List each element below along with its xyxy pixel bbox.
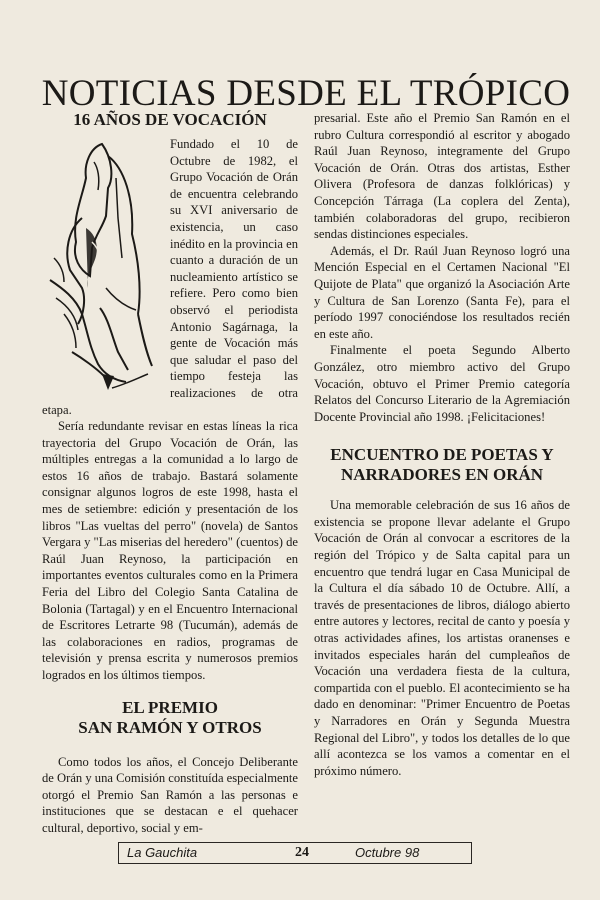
page-title: NOTICIAS DESDE EL TRÓPICO — [41, 72, 571, 114]
footer-bar — [118, 842, 472, 864]
article2-paragraph-1-continued: presarial. Este año el Premio San Ramón en el rubro Cultura correspondió al escritor y abogado Raúl Juan Reynoso, integramente del Grupo Vocación de Orán. Otras dos artistas, Esther Olivera (Profesora de danzas folklóricas) y Concepción Tárraga (La coplera del Zenta), también colaboradoras del grupo, recibieron sendas distinciones especiales. — [314, 111, 570, 242]
article2-paragraph-1: Como todos los años, el Concejo Deliberante de Orán y una Comisión constituída especialmente otorgó el Premio San Ramón a las personas e instituciones que se destacan e el quehacer cultural, deportivo, social y em- — [42, 754, 298, 835]
article1-heading: 16 AÑOS DE VOCACIÓN — [73, 110, 267, 129]
right-column — [314, 110, 570, 779]
article2-paragraph-3: Finalmente el poeta Segundo Alberto González, otro miembro activo del Grupo Vocación, obtuvo el Primer Premio categoría Relatos del Concurso Literario de la Agremiación Docente Provincial año 1998. ¡Felicitaciones! — [314, 343, 570, 424]
article1-paragraph-1: Fundado el 10 de Octubre de 1982, el Grupo Vocación de Orán de encuentra celebrando su XVI aniversario de existencia, un caso inédito en la provincia en cuanto a duración de un nucleamiento artístico se refiere. Pero como bien observó el periodista Antonio Sagárnaga, la gente de Vocación más que saludar el paso del tiempo festeja las realizaciones de otra etapa. — [42, 137, 298, 417]
left-column — [42, 110, 298, 871]
article3-heading-line2: NARRADORES EN ORÁN — [340, 465, 544, 485]
article2-heading-line1: EL PREMIO — [122, 697, 218, 717]
issue-date: Octubre 98 — [355, 845, 420, 860]
magazine-name: La Gauchita — [127, 845, 198, 860]
article3-paragraph-1: Una memorable celebración de sus 16 años de existencia se propone llevar adelante el Grupo Vocación de Orán al convocar a escritores de la región del Trópico y de Salta capital para un encuentro que tendrá lugar en Casa Municipal de la Cultura el día sábado 10 de Octubre. Allí, a través de presentaciones de libros, diálogo abierto entre autores y lectores, recital de canto y poesía y otras actividades afines, los artistas oranenses e invitados especiales harán del cumpleaños de Vocación una verdadera fiesta de la cultura, compartida con el pueblo. El acontecimiento se ha dado en denominar: "Primer Encuentro de Poetas y Narradores en Orán y Segunda Muestra Regional del Libro", y todos los detalles de lo que allí acontezca se los vamos a comentar en el próximo número. — [314, 498, 570, 778]
article2-paragraph-2: Además, el Dr. Raúl Juan Reynoso logró una Mención Especial en el Certamen Nacional "El Quijote de Plata" que organizó la Asociación Arte y Cultura de San Lorenzo (Santa Fe), para el período 1997 conociéndose los resultados recién en este año. — [314, 243, 570, 341]
article3-heading-line1: ENCUENTRO DE POETAS Y — [330, 445, 554, 465]
article1-paragraph-2: Sería redundante revisar en estas líneas la rica trayectoria del Grupo Vocación de Orán, las múltiples entregas a la comunidad a lo largo de estos 16 años de trabajo. Bastará solamente consignar algunos logros de este 1998, hasta el mes de setiembre: edición y presentación de los libros "Las vueltas del perro" (novela) de Santos Vergara y "Las miserias del heredero" (cuentos) de Raúl Juan Reynoso, la participación en importantes eventos culturales como en la Primera Feria del Libro del Colegio Santa Catalina de Bolonia (Tartagal) y en el Encuentro Internacional de Escritores Letrarte 98 (Tucumán), además de las colaboraciones en radios, programas de televisión y prensa escrita y numerosos premios logrados en los últimos tiempos. — [42, 419, 298, 682]
article2-heading-line2: SAN RAMÓN Y OTROS — [78, 717, 262, 737]
figures-illustration-icon — [42, 138, 164, 400]
page-number: 24 — [295, 845, 309, 860]
